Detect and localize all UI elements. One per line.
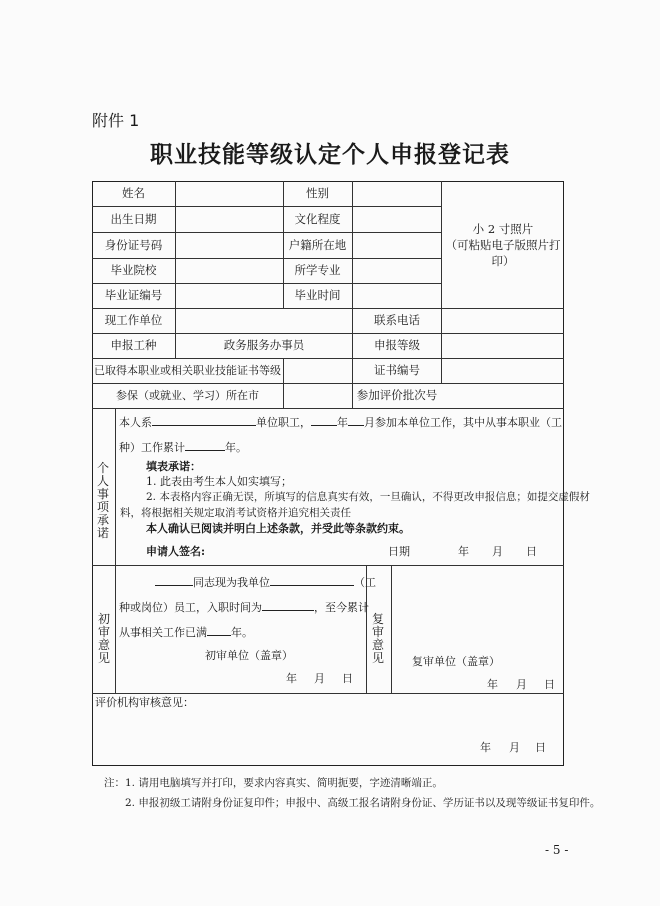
row-divider [92,408,564,409]
level-field[interactable] [442,333,564,358]
evaluation-day: 日 [535,741,546,754]
cert-number-field[interactable] [442,358,564,383]
name-field[interactable] [176,181,283,206]
date-label: 日期 [388,545,410,558]
evaluation-field[interactable] [120,712,550,740]
staff-name-blank[interactable] [155,574,193,586]
school-label: 毕业院校 [110,263,157,277]
attachment-label: 附件 1 [92,111,140,130]
personal-line-2: 种）工作累计 年。 [119,441,247,454]
cert-no-label: 毕业证编号 [104,288,163,302]
first-review-year: 年 [286,672,297,685]
batch-label: 参加评价批次号 [356,388,438,402]
page-number: - 5 - [545,843,569,857]
first-review-line-1: 同志现为我单位 （工 [119,574,376,590]
education-field[interactable] [353,206,441,232]
date-day: 日 [526,545,537,558]
photo-placeholder[interactable]: 小 2 寸照片 （可粘贴电子版照片打印） [445,221,561,268]
row-divider [92,565,564,566]
birth-date-label: 出生日期 [110,211,157,226]
first-review-seal: 初审单位（盖章） [205,649,293,662]
entry-date-blank[interactable] [262,599,314,611]
personal-line-1: 本人系 单位职工， 年 月参加本单位工作，其中从事本职业（工 [119,416,562,429]
cert-no-field[interactable] [176,283,283,308]
work-years-blank[interactable] [207,624,231,636]
name-label: 姓名 [122,186,145,200]
unit-blank[interactable] [152,414,256,426]
birth-date-field[interactable] [176,206,283,232]
date-year: 年 [458,545,469,558]
grad-time-field[interactable] [353,283,441,308]
first-review-line-2: 种或岗位）员工，入职时间为 ，至今累计 [119,601,369,614]
col-divider [391,565,392,693]
cert-number-label: 证书编号 [374,363,420,377]
hukou-label: 户籍所在地 [288,237,347,252]
post-blank[interactable] [270,574,354,586]
school-field[interactable] [176,258,283,283]
month-blank[interactable] [348,414,364,426]
city-field[interactable] [284,383,352,408]
years-blank[interactable] [185,439,225,451]
phone-field[interactable] [442,308,564,333]
gender-field[interactable] [353,181,441,206]
promise-title: 填表承诺： [146,460,201,473]
promise-1: 1. 此表由考生本人如实填写； [146,475,292,488]
prior-cert-field[interactable] [284,358,352,383]
job-type-label: 申报工种 [110,338,157,352]
second-review-day: 日 [544,678,555,691]
city-label: 参保（或就业、学习）所在市 [116,389,259,402]
col-divider [115,408,116,693]
prior-cert-label: 已取得本职业或相关职业技能证书等级 [94,364,281,377]
grad-time-label: 毕业时间 [294,288,341,302]
second-review-side-label: 复审意见 [371,612,384,665]
batch-field[interactable] [442,383,564,408]
first-review-side-label: 初审意见 [97,612,110,665]
employer-field[interactable] [176,308,352,333]
major-label: 所学专业 [294,263,341,277]
evaluation-label: 评价机构审核意见： [95,696,194,709]
promise-2b: 料，将根据相关规定取消考试资格并追究相关责任 [120,507,351,519]
note-1: 注：1. 请用电脑填写并打印，要求内容真实、简明扼要，字迹清晰端正。 [104,777,443,789]
second-review-seal: 复审单位（盖章） [412,655,500,668]
employer-label: 现工作单位 [104,313,163,327]
year-blank[interactable] [311,414,337,426]
first-review-month: 月 [314,672,325,685]
signature-field[interactable] [195,544,315,558]
first-review-line-3: 从事相关工作已满 年。 [119,626,253,639]
page-title: 职业技能等级认定个人申报登记表 [150,141,510,168]
second-review-month: 月 [516,678,527,691]
date-month: 月 [492,545,503,558]
major-field[interactable] [353,258,441,283]
signature-label: 申请人签名: [146,545,206,558]
confirm-text: 本人确认已阅读并明白上述条款，并受此等条款约束。 [146,522,410,535]
second-review-year: 年 [487,678,498,691]
id-number-field[interactable] [176,232,283,258]
evaluation-month: 月 [509,741,520,754]
evaluation-year: 年 [480,741,491,754]
promise-2: 2. 本表格内容正确无误，所填写的信息真实有效，一旦确认，不得更改申报信息；如提交虚假材 [146,491,590,503]
row-divider [92,693,564,694]
note-2: 2. 申报初级工请附身份证复印件；申报中、高级工报名请附身份证、学历证书以及现等级证书复印件。 [125,797,601,809]
phone-label: 联系电话 [374,313,420,327]
education-label: 文化程度 [294,211,341,226]
hukou-field[interactable] [353,232,441,258]
gender-label: 性别 [306,186,329,200]
personal-side-label: 个人事项承诺 [96,461,109,540]
id-number-label: 身份证号码 [104,237,163,252]
first-review-day: 日 [342,672,353,685]
job-type-value[interactable]: 政务服务办事员 [223,338,305,352]
level-label: 申报等级 [374,338,420,352]
